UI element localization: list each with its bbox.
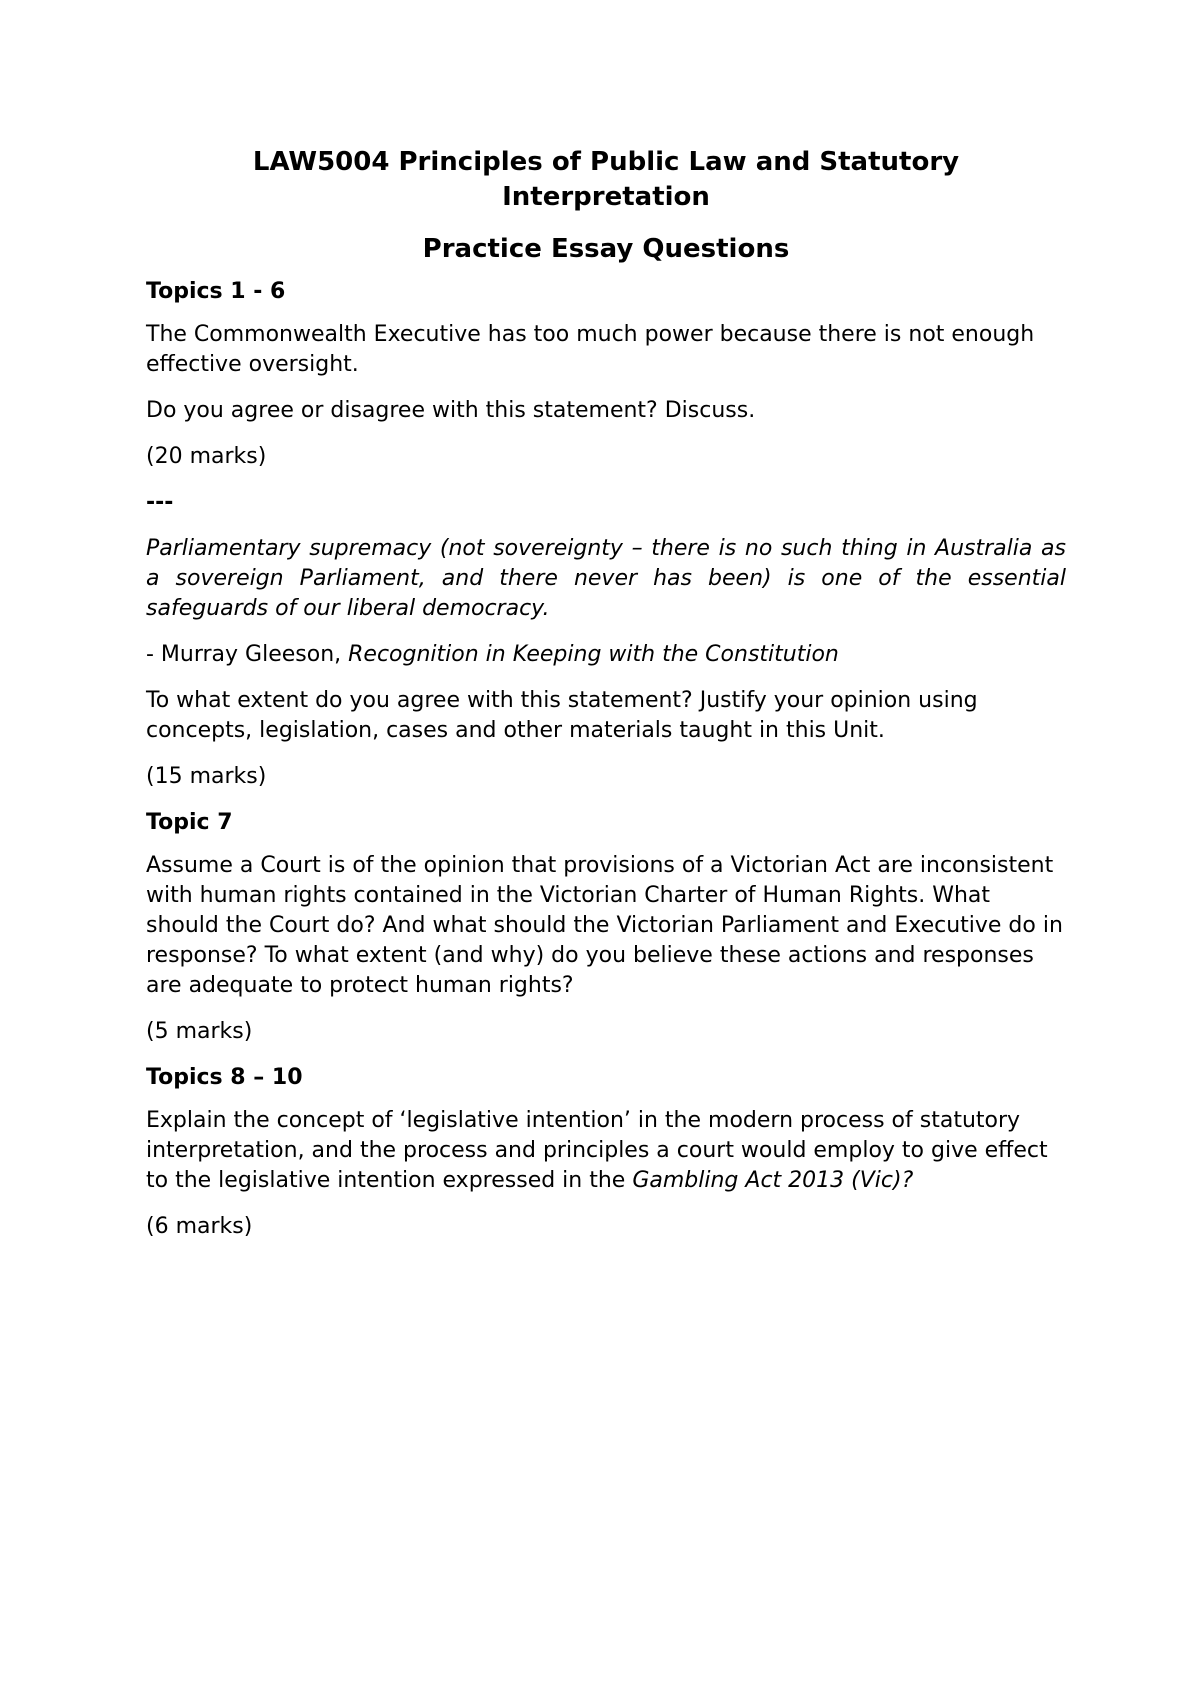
document-subtitle: Practice Essay Questions [422,234,790,264]
question-prompt: Do you agree or disagree with this statement? Discuss. [146,398,756,423]
marks-label: (15 marks) [146,764,267,789]
question-text [146,1106,1066,1196]
marks-label: (5 marks) [146,1019,253,1044]
section-heading-topic-7: Topic 7 [146,810,233,835]
marks-label: (6 marks) [146,1214,253,1239]
act-title: Gambling Act 2013 (Vic)? [632,1168,914,1193]
document-title: LAW5004 Principles of Public Law and Statutory Interpretation [252,147,960,212]
quote-attribution [146,640,1066,670]
question-statement: The Commonwealth Executive has too much power because there is not enough effective oversight. [146,322,1035,377]
quote-text: Parliamentary supremacy (not sovereignty – there is no such thing in Australia as a sovereign Parliament, and there never has been) is one of the essential safeguards of our liberal democracy. [146,536,1066,621]
question-text: To what extent do you agree with this statement? Justify your opinion using concepts, legislation, cases and other materials taught in this Unit. [146,688,978,743]
attribution-work: Recognition in Keeping with the Constitution [348,642,839,667]
separator: --- [146,490,174,515]
question-body: Explain the concept of ‘legislative intention’ in the modern process of statutory interpretation, and the process and principles a court would employ to give effect to the legislative intention expressed in the [146,1108,1048,1193]
section-heading-topics-8-10: Topics 8 – 10 [146,1065,303,1090]
document-page [146,145,1066,1258]
question-text: Assume a Court is of the opinion that provisions of a Victorian Act are inconsistent with human rights contained in the Victorian Charter of Human Rights. What should the Court do? And what should the Victorian Parliament and Executive do in response? To what extent (and why) do you believe these actions and responses are adequate to protect human rights? [146,853,1063,998]
attribution-author: - Murray Gleeson, [146,642,349,667]
marks-label: (20 marks) [146,444,267,469]
section-heading-topics-1-6: Topics 1 - 6 [146,279,286,304]
